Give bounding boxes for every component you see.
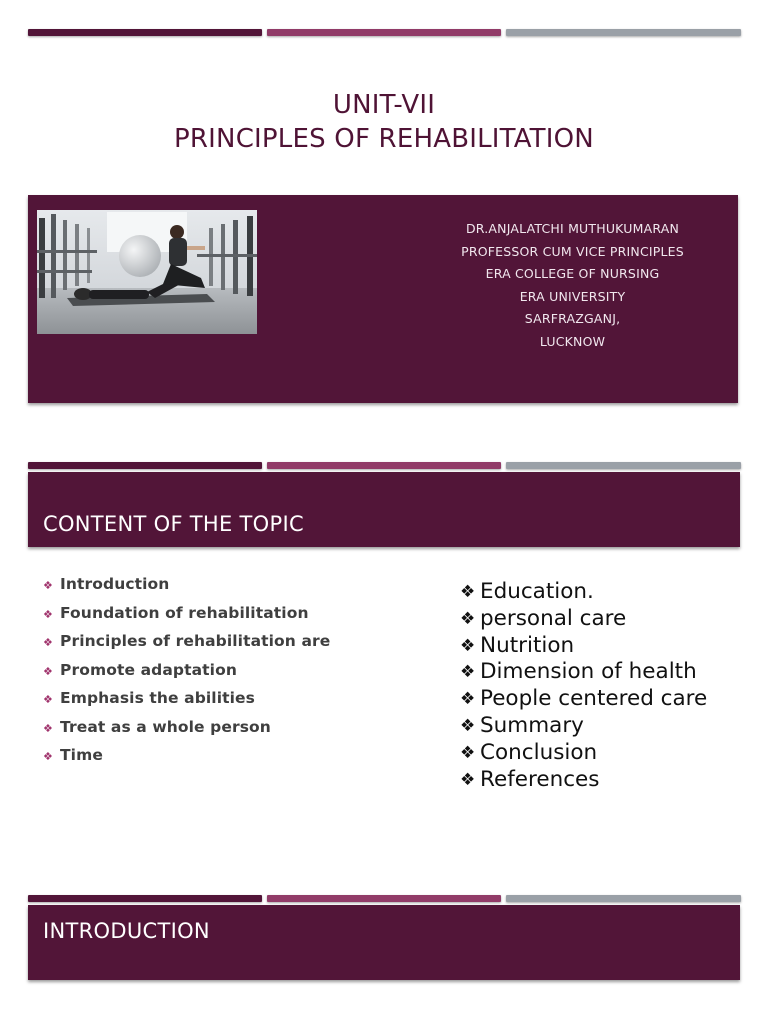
list-item: ❖ Time <box>43 745 363 766</box>
list-item: ❖ Dimension of health <box>460 659 697 685</box>
list-item: ❖ Principles of rehabilitation are <box>43 631 363 652</box>
list-item: ❖ Promote adaptation <box>43 660 363 681</box>
accent-bar-plum <box>28 462 262 469</box>
diamond-bullet-icon: ❖ <box>43 721 53 735</box>
diamond-bullet-icon: ❖ <box>460 662 476 683</box>
accent-bar-magenta <box>267 462 501 469</box>
diamond-bullet-icon: ❖ <box>43 664 53 678</box>
slide2-title: CONTENT OF THE TOPIC <box>43 512 304 536</box>
diamond-bullet-icon: ❖ <box>460 742 476 763</box>
diamond-bullet-icon: ❖ <box>460 689 476 710</box>
list-item: ❖ Introduction <box>43 574 363 595</box>
list-item: ❖ Conclusion <box>460 739 598 765</box>
diamond-bullet-icon: ❖ <box>460 608 476 629</box>
author-university: ERA UNIVERSITY <box>519 288 626 304</box>
contents-list-left <box>43 574 363 774</box>
author-designation: PROFESSOR CUM VICE PRINCIPLES <box>461 243 684 259</box>
list-item: ❖ Foundation of rehabilitation <box>43 603 363 624</box>
diamond-bullet-icon: ❖ <box>43 750 53 763</box>
list-item: ❖ Education. <box>460 579 594 604</box>
title-line-topic: PRINCIPLES OF REHABILITATION <box>174 124 594 154</box>
therapy-gym-image <box>37 210 257 334</box>
accent-bar-magenta <box>267 895 501 902</box>
accent-bar-magenta <box>267 29 501 36</box>
diamond-bullet-icon: ❖ <box>43 636 53 649</box>
author-college: ERA COLLEGE OF NURSING <box>485 266 660 282</box>
rehabilitation-photo <box>37 210 257 334</box>
diamond-bullet-icon: ❖ <box>460 715 476 736</box>
accent-bar-grey <box>506 895 741 902</box>
author-name: DR.ANJALATCHI MUTHUKUMARAN <box>465 221 680 236</box>
diamond-bullet-icon: ❖ <box>43 693 53 706</box>
title-line-unit: UNIT-VII <box>332 90 436 120</box>
accent-bar-grey <box>506 29 741 36</box>
list-item: ❖ People centered care <box>460 686 708 712</box>
list-item: ❖ Summary <box>460 712 584 738</box>
diamond-bullet-icon: ❖ <box>43 607 53 621</box>
author-locality: SARFRAZGANJ, <box>524 311 621 327</box>
diamond-bullet-icon: ❖ <box>460 769 476 790</box>
accent-bar-plum <box>28 29 262 36</box>
slide1-title <box>0 88 768 156</box>
diamond-bullet-icon: ❖ <box>43 579 53 592</box>
slide1-accent-bars <box>28 29 741 36</box>
diamond-bullet-icon: ❖ <box>460 582 476 602</box>
diamond-bullet-icon: ❖ <box>460 635 476 656</box>
slide2-accent-bars <box>28 462 741 469</box>
list-item: ❖ References <box>460 766 600 792</box>
author-city: LUCKNOW <box>539 333 606 349</box>
contents-list-right <box>460 579 720 793</box>
list-item: ❖ Treat as a whole person <box>43 717 363 738</box>
slide3-title: INTRODUCTION <box>43 919 210 943</box>
slide3-accent-bars <box>28 895 741 902</box>
author-info <box>440 218 705 354</box>
list-item: ❖ personal care <box>460 605 627 631</box>
list-item: ❖ Emphasis the abilities <box>43 688 363 709</box>
list-item: ❖ Nutrition <box>460 632 575 658</box>
accent-bar-grey <box>506 462 741 469</box>
accent-bar-plum <box>28 895 262 902</box>
